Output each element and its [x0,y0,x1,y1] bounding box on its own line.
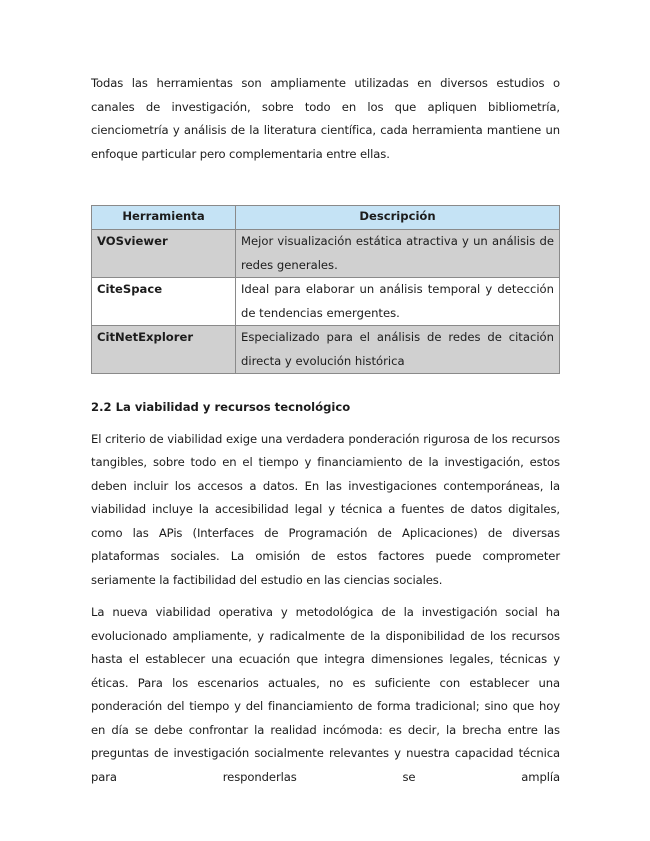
spacer [91,592,560,601]
tool-name: CitNetExplorer [92,326,236,374]
tool-description: Ideal para elaborar un análisis temporal y detección de tendencias emergentes. [236,278,560,326]
table-header-row [92,206,560,230]
table-row [92,230,560,278]
tool-name: VOSviewer [92,230,236,278]
tool-description: Mejor visualización estática atractiva y un análisis de redes generales. [236,230,560,278]
header-tool: Herramienta [92,206,236,230]
table-row [92,326,560,374]
body-paragraph: El criterio de viabilidad exige una verdadera ponderación rigurosa de los recursos tangibles, sobre todo en el tiempo y financiamiento de la investigación, estos deben incluir los accesos a datos. En las investigaciones contemporáneas, la viabilidad incluye la accesibilidad legal y técnica a fuentes de datos digitales, como las APis (Interfaces de Programación de Aplicaciones) de diversas plataformas sociales. La omisión de estos factores puede comprometer seriamente la factibilidad del estudio en las ciencias sociales. [91,431,560,587]
tools-table [91,205,560,374]
document-content [91,72,560,789]
tool-description: Especializado para el análisis de redes de citación directa y evolución histórica [236,326,560,374]
spacer [91,166,560,205]
intro-paragraph: Todas las herramientas son ampliamente utilizadas en diversos estudios o canales de investigación, sobre todo en los que apliquen bibliometría, cienciometría y análisis de la literatura científica, cada herramienta mantiene un enfoque particular pero complementaria entre ellas. [91,76,560,161]
body-paragraph: La nueva viabilidad operativa y metodológica de la investigación social ha evolucionado ampliamente, y radicalmente de la disponibilidad de los recursos hasta el establecer una ecuación que integra dimensiones legales, técnicas y éticas. Para los escenarios actuales, no es suficiente con establecer una ponderación del tiempo y del financiamiento de forma tradicional; sino que hoy en día se debe confrontar la realidad incómoda: es decir, la brecha entre las preguntas de investigación socialmente relevantes y nuestra capacidad técnica para responderlas se amplía [91,605,560,784]
table-row [92,278,560,326]
header-description: Descripción [236,206,560,230]
tool-name: CiteSpace [92,278,236,326]
section-heading: 2.2 La viabilidad y recursos tecnológico [91,400,351,414]
